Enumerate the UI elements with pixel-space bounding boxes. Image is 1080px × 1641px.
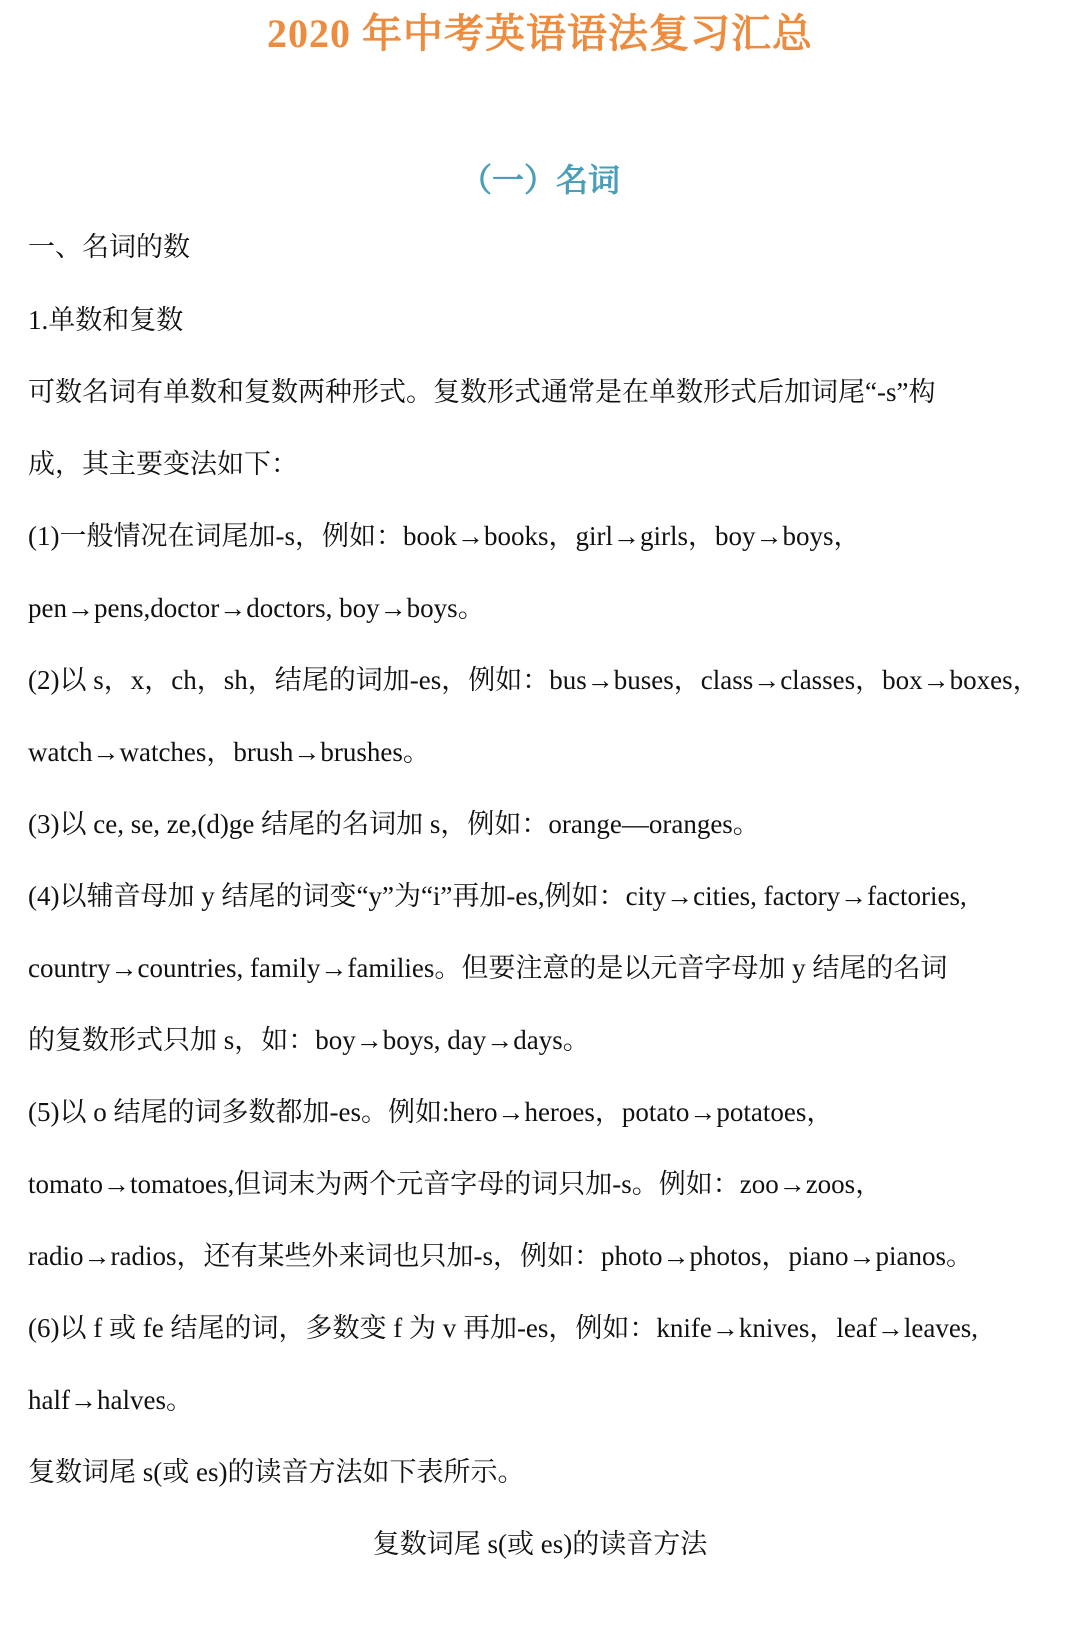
rule-4-line: 的复数形式只加 s，如：boy→boys, day→days。 [28, 1025, 590, 1055]
table-intro-line: 复数词尾 s(或 es)的读音方法如下表所示。 [28, 1457, 525, 1487]
table-caption: 复数词尾 s(或 es)的读音方法 [372, 1529, 708, 1559]
rule-1-line: pen→pens,doctor→doctors, boy→boys。 [28, 593, 485, 623]
rule-5-line: tomato→tomatoes,但词末为两个元音字母的词只加-s。例如：zoo→zoos， [28, 1169, 883, 1199]
rule-6-line: (6)以 f 或 fe 结尾的词，多数变 f 为 v 再加-es，例如：knife→knives，leaf→leaves, [28, 1313, 979, 1343]
paragraph-line: 可数名词有单数和复数两种形式。复数形式通常是在单数形式后加词尾“-s”构 [28, 377, 936, 407]
subheading-singular-plural: 1.单数和复数 [28, 305, 184, 335]
rule-5-line: radio→radios，还有某些外来词也只加-s，例如：photo→photos，piano→pianos。 [28, 1241, 973, 1271]
rule-4-line: (4)以辅音母加 y 结尾的词变“y”为“i”再加-es,例如：city→cities, factory→factories, [28, 881, 967, 911]
rule-2-line: (2)以 s，x，ch，sh，结尾的词加-es，例如：bus→buses，class→classes，box→boxes， [28, 665, 1040, 695]
paragraph-line: 成，其主要变法如下： [28, 449, 298, 479]
rule-1-line: (1)一般情况在词尾加-s，例如：book→books，girl→girls，boy→boys， [28, 521, 861, 551]
rule-6-line: half→halves。 [28, 1385, 193, 1415]
document-title: 2020 年中考英语语法复习汇总 [267, 11, 813, 56]
section-title: （一）名词 [459, 161, 620, 199]
rule-2-line: watch→watches，brush→brushes。 [28, 737, 430, 767]
heading-noun-number: 一、名词的数 [28, 232, 190, 263]
rule-3-line: (3)以 ce, se, ze,(d)ge 结尾的名词加 s，例如：orange—oranges。 [28, 809, 760, 839]
rule-4-line: country→countries, family→families。但要注意的是以元音字母加 y 结尾的名词 [28, 953, 948, 983]
rule-5-line: (5)以 o 结尾的词多数都加-es。例如:hero→heroes，potato→potatoes， [28, 1097, 834, 1127]
